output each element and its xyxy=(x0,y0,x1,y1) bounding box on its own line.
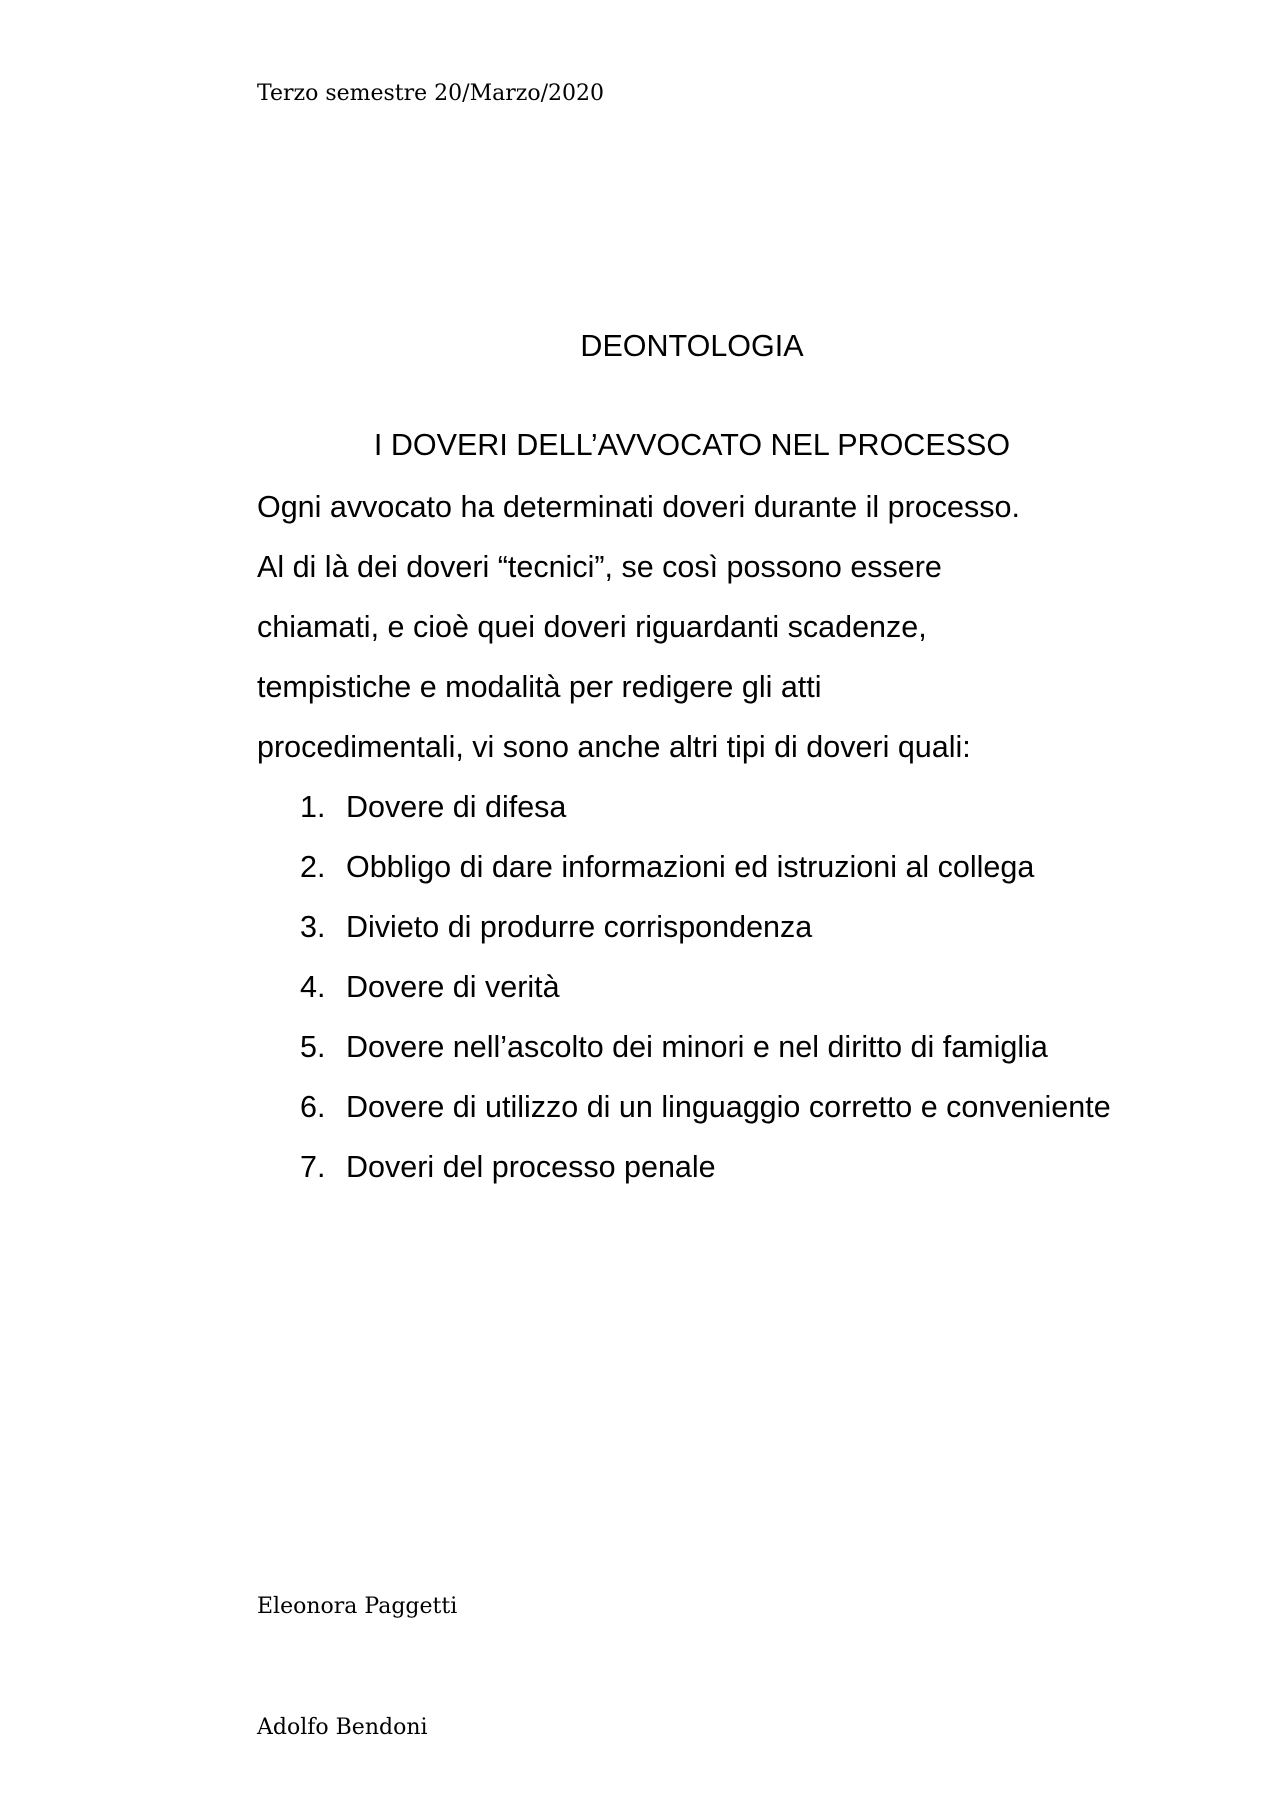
list-item xyxy=(300,777,1160,837)
list-item-text: Dovere di difesa xyxy=(346,790,567,824)
list-item xyxy=(300,957,1160,1017)
list-item xyxy=(300,1017,1160,1077)
body-line: procedimentali, vi sono anche altri tipi di doveri quali: xyxy=(257,730,971,764)
body-line: Al di là dei doveri “tecnici”, se così possono essere xyxy=(257,550,942,584)
body-line: Ogni avvocato ha determinati doveri durante il processo. xyxy=(257,490,1020,524)
list-item xyxy=(300,837,1160,897)
document-subtitle: I DOVERI DELL’AVVOCATO NEL PROCESSO xyxy=(373,428,1011,462)
list-item xyxy=(300,897,1160,957)
list-item-number: 2. xyxy=(300,850,326,884)
list-item-text: Dovere di verità xyxy=(346,970,560,1004)
list-item-number: 5. xyxy=(300,1030,326,1064)
duties-list xyxy=(300,777,1160,1197)
body-line: chiamati, e cioè quei doveri riguardanti scadenze, xyxy=(257,610,927,644)
list-item-text: Dovere di utilizzo di un linguaggio corretto e conveniente xyxy=(346,1090,1111,1124)
body-line: tempistiche e modalità per redigere gli atti xyxy=(257,670,822,704)
list-item-text: Dovere nell’ascolto dei minori e nel diritto di famiglia xyxy=(346,1030,1048,1064)
list-item-number: 7. xyxy=(300,1150,326,1184)
author-name: Adolfo Bendoni xyxy=(257,1715,428,1740)
list-item-number: 1. xyxy=(300,790,326,824)
document-title: DEONTOLOGIA xyxy=(580,329,804,363)
list-item-text: Doveri del processo penale xyxy=(346,1150,716,1184)
list-item xyxy=(300,1077,1160,1137)
list-item xyxy=(300,1137,1160,1197)
body-paragraph xyxy=(257,477,1137,777)
author-name: Eleonora Paggetti xyxy=(257,1594,458,1619)
list-item-text: Obbligo di dare informazioni ed istruzioni al collega xyxy=(346,850,1035,884)
list-item-number: 3. xyxy=(300,910,326,944)
list-item-number: 6. xyxy=(300,1090,326,1124)
list-item-text: Divieto di produrre corrispondenza xyxy=(346,910,813,944)
list-item-number: 4. xyxy=(300,970,326,1004)
page-header: Terzo semestre 20/Marzo/2020 xyxy=(257,81,604,106)
